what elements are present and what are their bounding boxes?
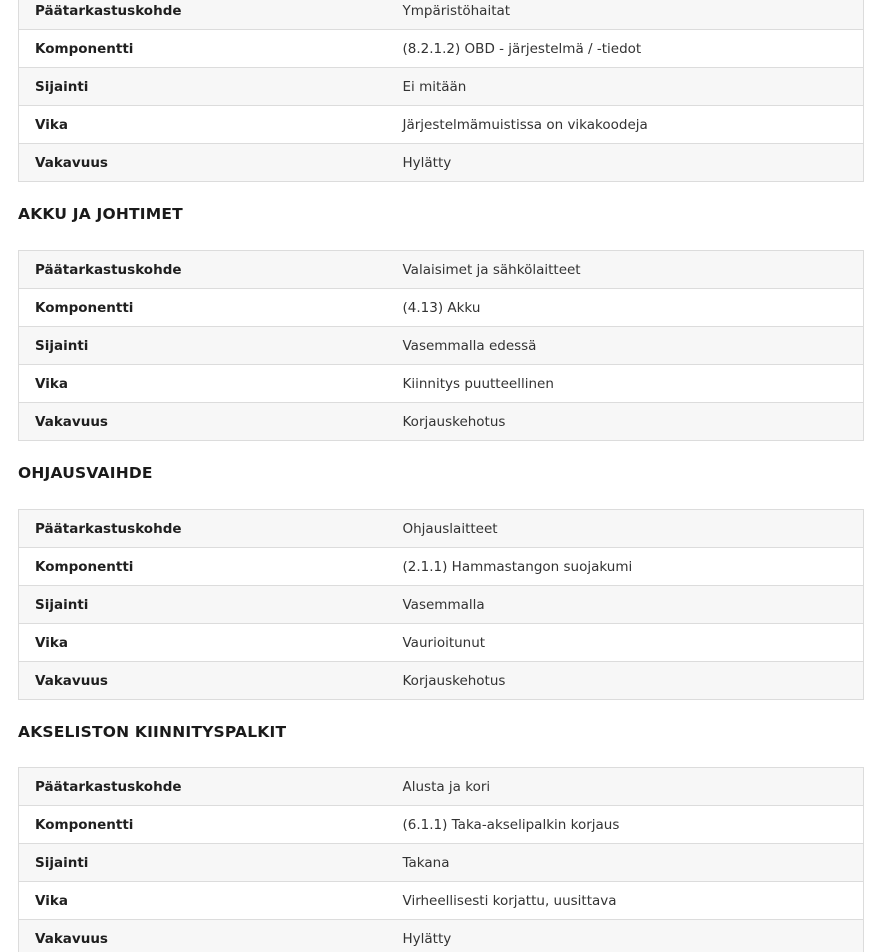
row-label: Vika xyxy=(19,882,387,920)
row-value: Valaisimet ja sähkölaitteet xyxy=(387,251,864,289)
row-value: (2.1.1) Hammastangon suojakumi xyxy=(387,548,864,586)
row-label: Vakavuus xyxy=(19,144,387,182)
table-row xyxy=(19,365,864,403)
row-label: Sijainti xyxy=(19,68,387,106)
row-label: Komponentti xyxy=(19,548,387,586)
table-row xyxy=(19,844,864,882)
row-label: Sijainti xyxy=(19,327,387,365)
row-label: Päätarkastuskohde xyxy=(19,0,387,30)
row-label: Komponentti xyxy=(19,806,387,844)
table-row xyxy=(19,806,864,844)
row-value: Korjauskehotus xyxy=(387,662,864,700)
row-value: Takana xyxy=(387,844,864,882)
table-row xyxy=(19,662,864,700)
row-value: (8.2.1.2) OBD - järjestelmä / -tiedot xyxy=(387,30,864,68)
row-label: Päätarkastuskohde xyxy=(19,768,387,806)
table-row xyxy=(19,920,864,952)
row-value: Ympäristöhaitat xyxy=(387,0,864,30)
row-value: Alusta ja kori xyxy=(387,768,864,806)
table-row xyxy=(19,0,864,30)
row-label: Vika xyxy=(19,624,387,662)
table-row xyxy=(19,289,864,327)
row-label: Sijainti xyxy=(19,844,387,882)
row-value: Vasemmalla edessä xyxy=(387,327,864,365)
defect-table-emissions xyxy=(18,0,864,182)
row-label: Vakavuus xyxy=(19,920,387,952)
table-row xyxy=(19,144,864,182)
row-label: Päätarkastuskohde xyxy=(19,510,387,548)
defect-table xyxy=(18,767,864,952)
section-title-axle-mounts: AKSELISTON KIINNITYSPALKIT xyxy=(18,723,287,741)
table-row xyxy=(19,586,864,624)
table-row xyxy=(19,882,864,920)
table-row xyxy=(19,768,864,806)
table-row xyxy=(19,251,864,289)
row-label: Vakavuus xyxy=(19,662,387,700)
table-row xyxy=(19,68,864,106)
row-value: Korjauskehotus xyxy=(387,403,864,441)
table-row xyxy=(19,327,864,365)
row-value: Vasemmalla xyxy=(387,586,864,624)
row-value: Ohjauslaitteet xyxy=(387,510,864,548)
row-label: Komponentti xyxy=(19,30,387,68)
table-row xyxy=(19,30,864,68)
row-value: Hylätty xyxy=(387,144,864,182)
table-row xyxy=(19,106,864,144)
row-value: Hylätty xyxy=(387,920,864,952)
row-label: Vika xyxy=(19,106,387,144)
row-label: Vakavuus xyxy=(19,403,387,441)
row-value: (6.1.1) Taka-akselipalkin korjaus xyxy=(387,806,864,844)
row-value: Vaurioitunut xyxy=(387,624,864,662)
row-label: Komponentti xyxy=(19,289,387,327)
section-title-battery: AKKU JA JOHTIMET xyxy=(18,205,183,223)
defect-table xyxy=(18,509,864,700)
row-value: Järjestelmämuistissa on vikakoodeja xyxy=(387,106,864,144)
row-value: Virheellisesti korjattu, uusittava xyxy=(387,882,864,920)
defect-table-axle-mounts xyxy=(18,767,864,952)
row-label: Päätarkastuskohde xyxy=(19,251,387,289)
row-label: Vika xyxy=(19,365,387,403)
row-value: Ei mitään xyxy=(387,68,864,106)
row-value: Kiinnitys puutteellinen xyxy=(387,365,864,403)
table-row xyxy=(19,548,864,586)
table-row xyxy=(19,403,864,441)
table-row xyxy=(19,624,864,662)
row-value: (4.13) Akku xyxy=(387,289,864,327)
defect-table xyxy=(18,250,864,441)
defect-table-steering-gear xyxy=(18,509,864,700)
table-row xyxy=(19,510,864,548)
row-label: Sijainti xyxy=(19,586,387,624)
defect-table-battery xyxy=(18,250,864,441)
section-title-steering-gear: OHJAUSVAIHDE xyxy=(18,464,153,482)
defect-table xyxy=(18,0,864,182)
